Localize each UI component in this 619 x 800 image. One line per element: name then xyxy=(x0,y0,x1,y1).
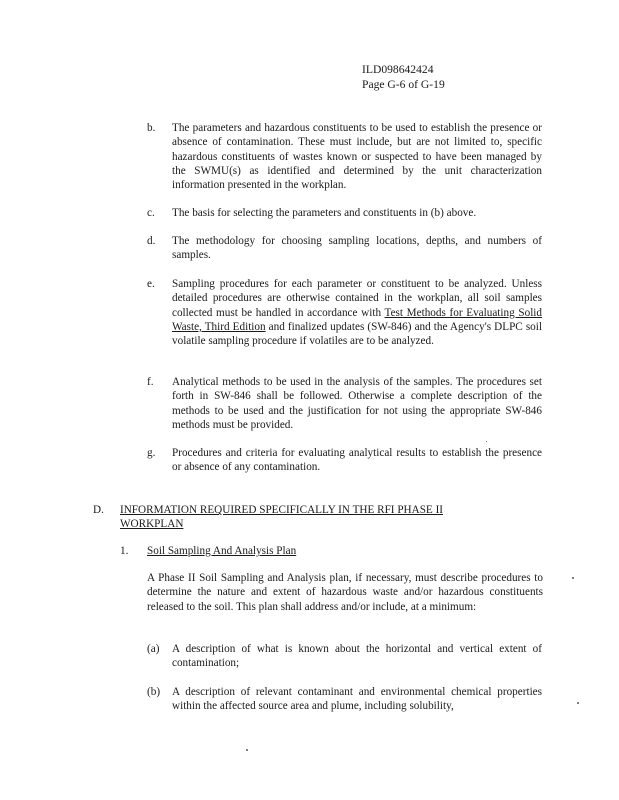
item-letter-b: b. xyxy=(147,122,156,134)
list-letter-b: (b) xyxy=(147,686,161,698)
item-text-c: The basis for selecting the parameters and constituents in (b) above. xyxy=(172,207,477,219)
list-text-a: A description of what is known about the horizontal and vertical extent of contamination; xyxy=(172,643,542,670)
item-letter-d: d. xyxy=(147,235,156,247)
scan-speck xyxy=(572,577,574,579)
item-text-f: Analytical methods to be used in the analysis of the samples. The procedures set forth in SW-846 shall be followed. Otherwise a complete description of the methods to be used and the justification for not using the appropriate SW-846 methods must be provided. xyxy=(172,376,542,431)
document-id: ILD098642424 xyxy=(362,63,434,76)
page-number: Page G-6 of G-19 xyxy=(362,78,445,91)
scan-speck xyxy=(577,702,579,704)
section-d-letter: D. xyxy=(93,504,104,516)
subsection-1-number: 1. xyxy=(120,545,129,557)
scan-speck xyxy=(246,749,248,751)
item-text-d: The methodology for choosing sampling locations, depths, and numbers of samples. xyxy=(172,235,542,262)
item-e-referenced-title: Test Methods for Evaluating Solid Waste, Third Edition xyxy=(172,306,543,333)
section-d-title: INFORMATION REQUIRED SPECIFICALLY IN THE RFI PHASE II WORKPLAN xyxy=(120,504,444,530)
item-letter-g: g. xyxy=(147,447,156,459)
item-text-e xyxy=(172,277,542,348)
item-e-text-before: Sampling procedures for each parameter or constituent to be analyzed. Unless detailed procedures are otherwise contained in the workplan, all soil samples collected must be handled in accordance with xyxy=(172,278,542,319)
item-letter-f: f. xyxy=(147,376,154,388)
subsection-1-title: Soil Sampling And Analysis Plan xyxy=(147,545,297,557)
list-letter-a: (a) xyxy=(147,643,160,655)
item-text-g: Procedures and criteria for evaluating analytical results to establish the presence or absence of any contamination. xyxy=(172,447,542,474)
item-e-text-after: and finalized updates (SW-846) and the Agency's DLPC soil volatile sampling procedure if volatiles are to be analyzed. xyxy=(172,320,542,348)
scan-speck xyxy=(486,441,487,442)
item-letter-e: e. xyxy=(147,278,155,290)
subsection-1-paragraph: A Phase II Soil Sampling and Analysis plan, if necessary, must describe procedures to determine the nature and extent of hazardous waste and/or hazardous constituents released to the soil. This plan shall address and/or include, at a minimum: xyxy=(147,572,543,613)
item-letter-c: c. xyxy=(147,207,155,219)
list-text-b: A description of relevant contaminant and environmental chemical properties within the affected source area and plume, including solubility, xyxy=(172,686,542,713)
page-header xyxy=(362,62,445,92)
item-text-b: The parameters and hazardous constituents to be used to establish the presence or absence of contamination. These must include, but are not limited to, specific hazardous constituents of wastes known or suspected to have been managed by the SWMU(s) as identified and determined by the unit characterization information presented in the workplan. xyxy=(172,122,542,192)
